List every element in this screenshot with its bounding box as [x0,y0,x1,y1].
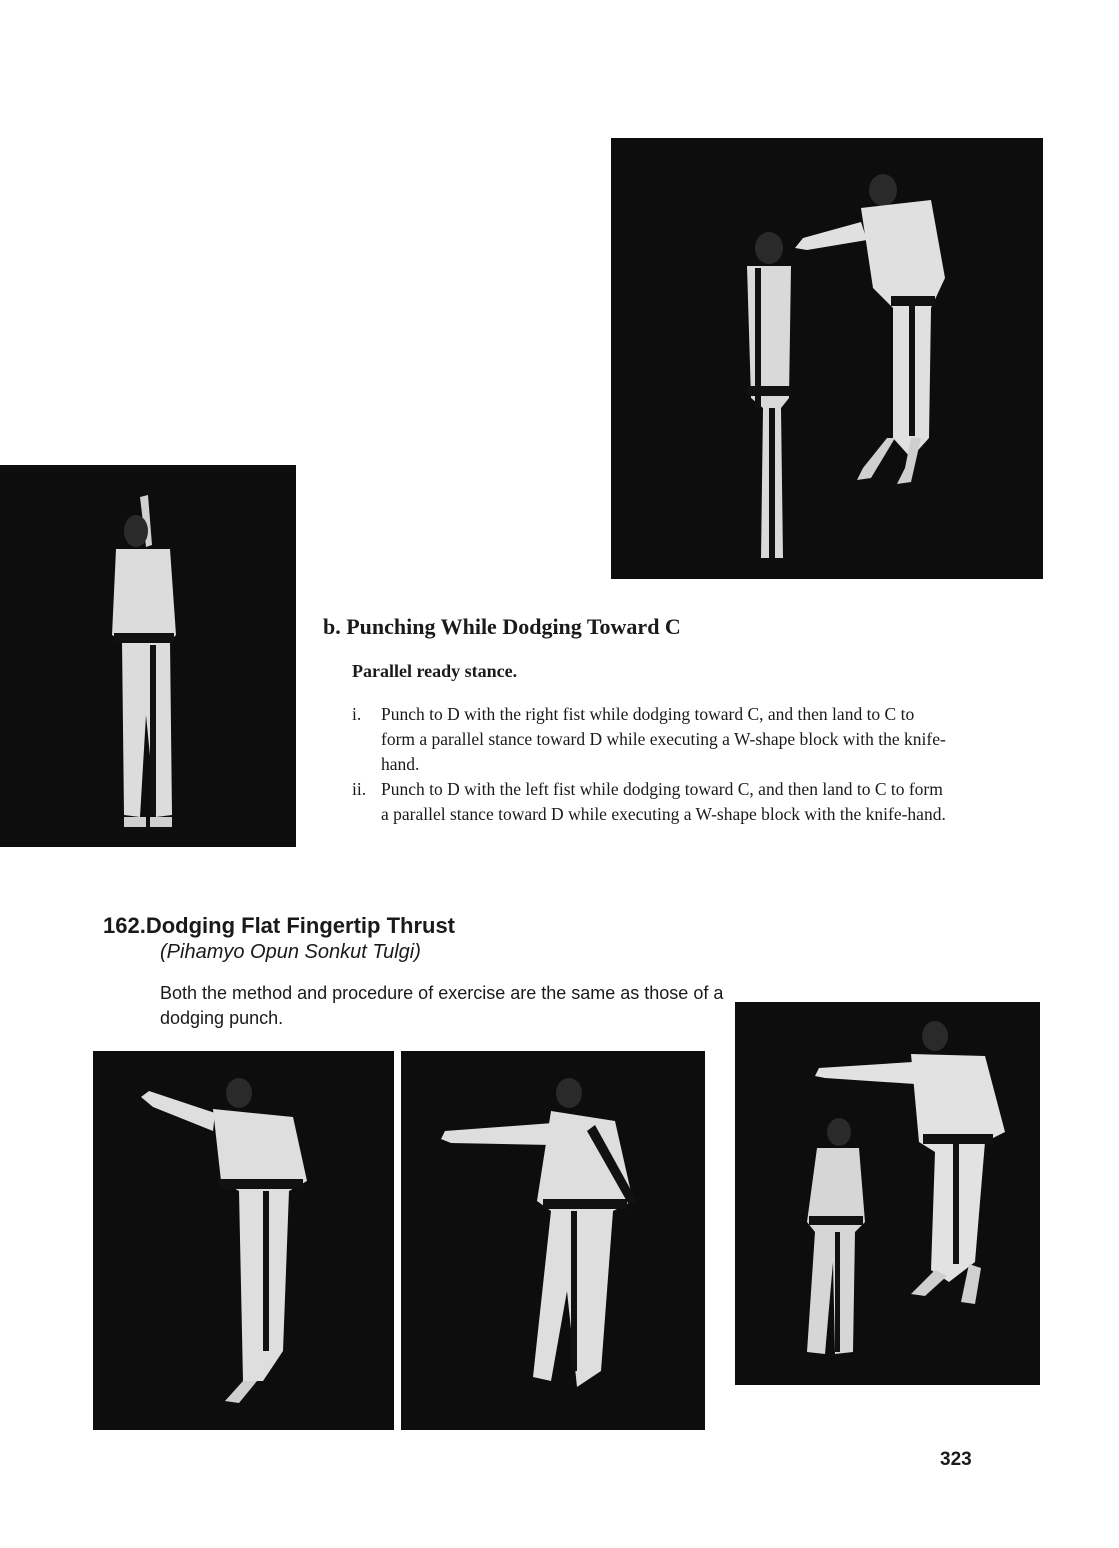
photo-thrust-extended [401,1051,705,1430]
list-item [352,777,952,827]
list-item [352,702,952,777]
steps-list [352,702,952,827]
photo-thrust-jump [735,1002,1040,1385]
step-marker: ii. [352,779,367,799]
step-marker: i. [352,704,362,724]
section-162-heading [103,912,455,940]
photo-thrust-extended-figure [401,1051,705,1430]
section-b-title: b. Punching While Dodging Toward C [323,614,681,639]
step-text: Punch to D with the left fist while dodging toward C, and then land to C to form a parallel stance toward D while executing a W-shape block with the knife-hand. [381,779,946,824]
section-162-description: Both the method and procedure of exercise are the same as those of a dodging punch. [160,983,724,1028]
section-title: Dodging Flat Fingertip Thrust [145,913,456,938]
photo-jumping-punch [611,138,1043,579]
photo-thrust-start [93,1051,394,1430]
section-b-subtitle: Parallel ready stance. [352,661,518,681]
photo-jumping-punch-figures [611,138,1043,579]
photo-thrust-jump-figures [735,1002,1040,1385]
photo-thrust-start-figure [93,1051,394,1430]
section-number: 162. [103,913,146,938]
page-number: 323 [940,1449,972,1470]
photo-ready-stance [0,465,296,847]
section-162-romanized: (Pihamyo Opun Sonkut Tulgi) [160,941,421,963]
step-text: Punch to D with the right fist while dodging toward C, and then land to C to form a parallel stance toward D while executing a W-shape block with the knife-hand. [381,704,946,774]
photo-ready-stance-figure [0,465,296,847]
